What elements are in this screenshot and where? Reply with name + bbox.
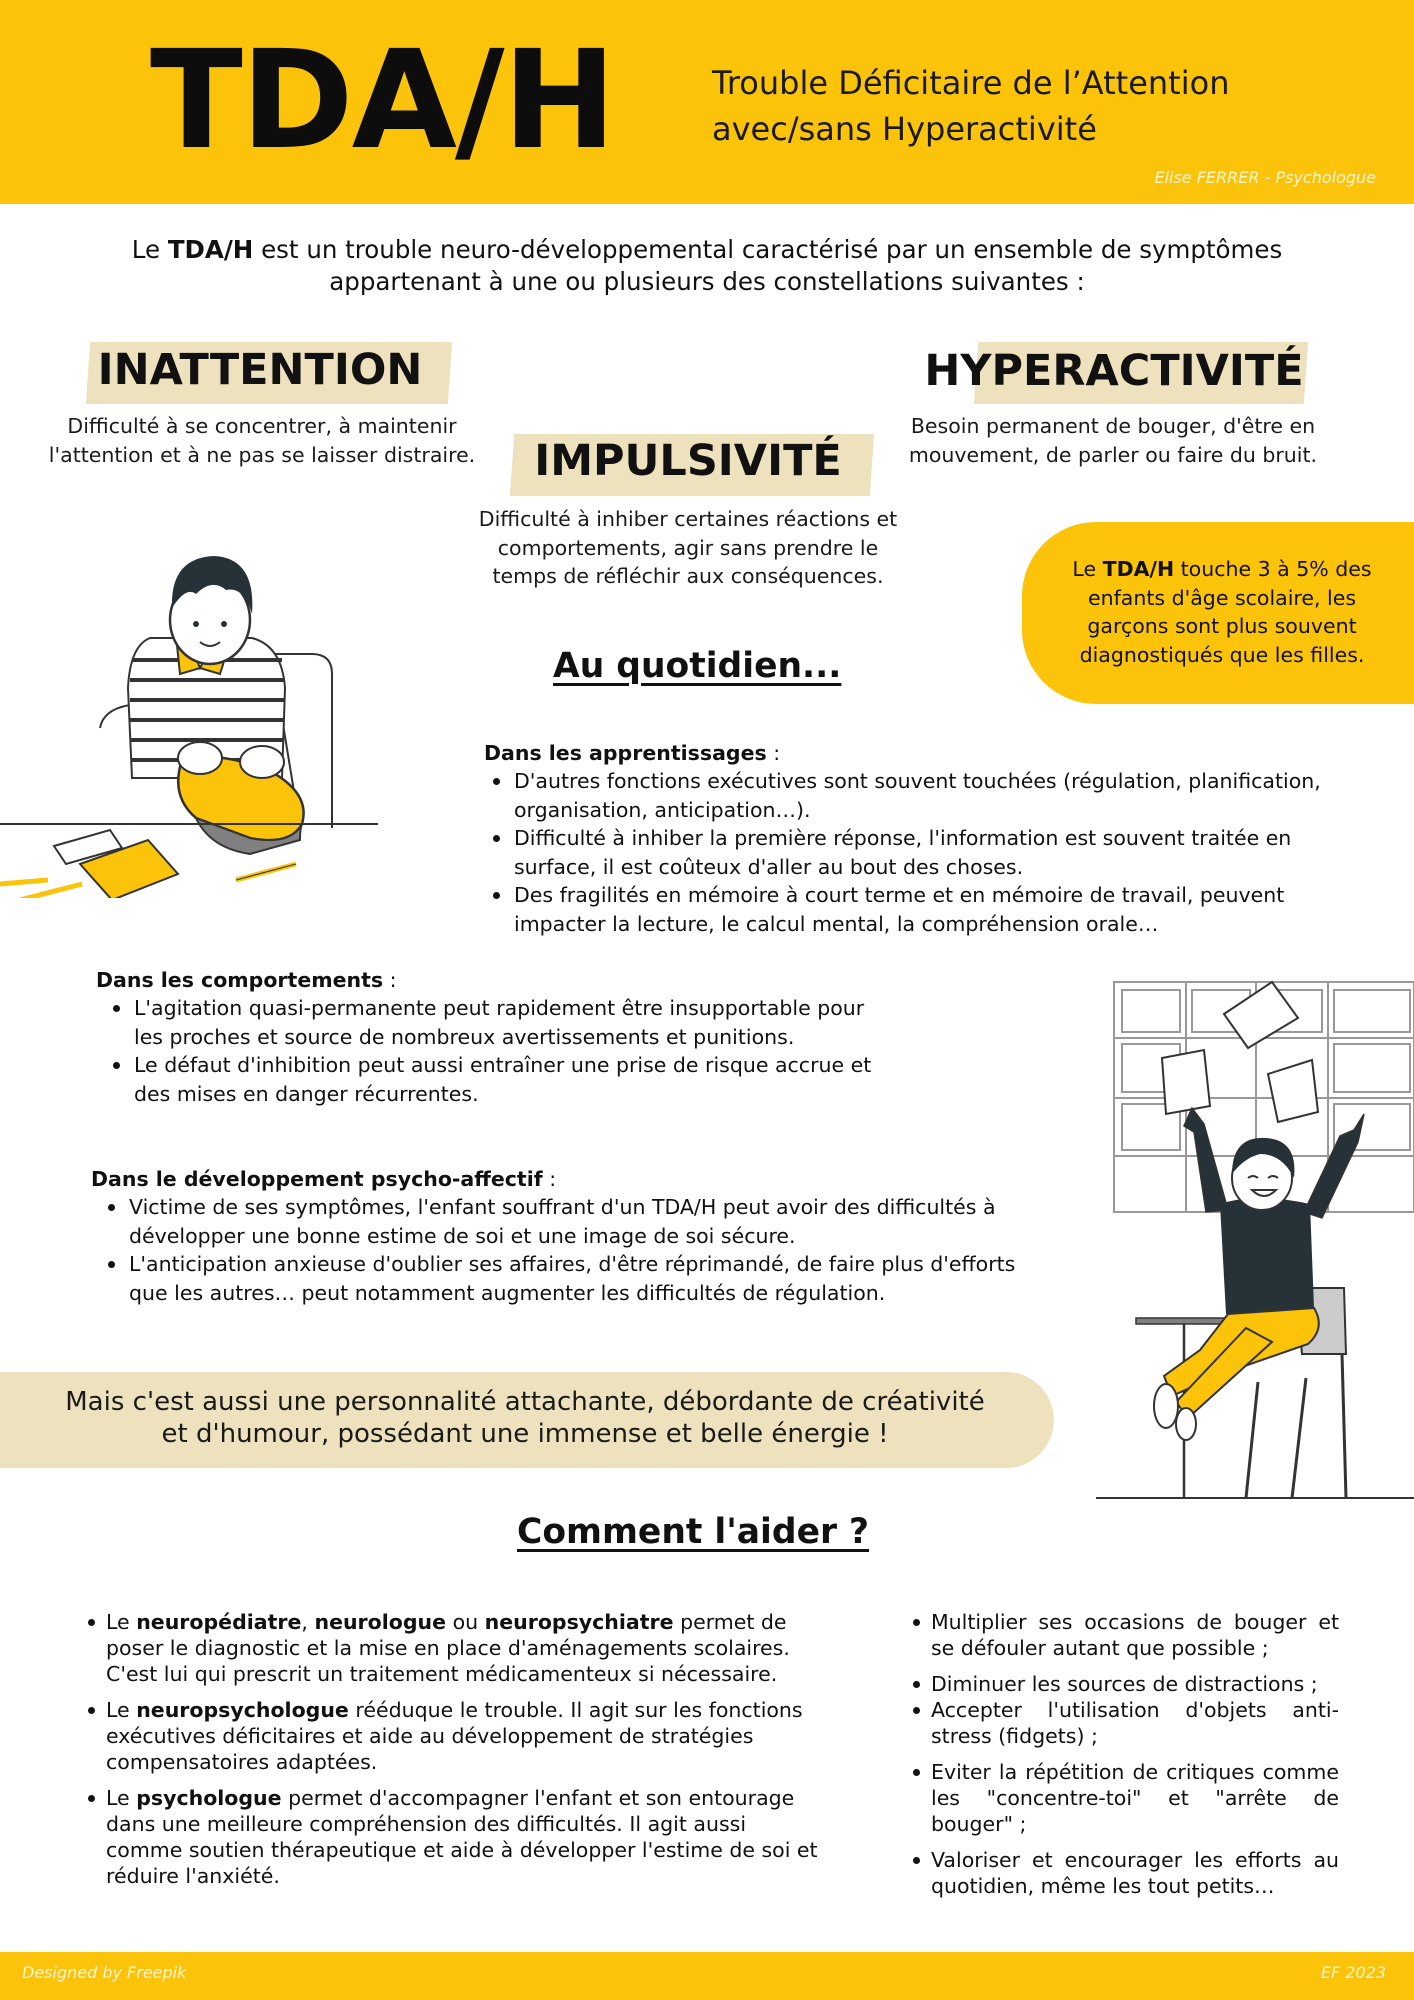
list-item: Victime de ses symptômes, l'enfant souffrant d'un TDA/H peut avoir des difficultés à développer une bonne estime de soi et une image de soi sécure. — [99, 1193, 1021, 1250]
stats-term: TDA/H — [1102, 557, 1175, 581]
stats-callout-text — [1062, 555, 1382, 669]
list-item: D'autres fonctions exécutives sont souvent touchées (régulation, planification, organisation, anticipation…). — [484, 767, 1364, 824]
boy-with-backpack-illustration — [0, 528, 390, 898]
comportements-list — [96, 994, 886, 1108]
list-item: Eviter la répétition de critiques comme les "concentre-toi" et "arrête de bouger" ; — [909, 1759, 1339, 1837]
list-item — [84, 1697, 826, 1775]
bold-term: neuropédiatre — [136, 1610, 302, 1634]
comportements-colon: : — [383, 968, 397, 992]
hyperactivite-title: HYPERACTIVITÉ — [924, 346, 1304, 396]
text-span: permet de poser le diagnostic et la mise en place d'aménagements scolaires. C'est lui qui prescrit un traitement médicamenteux si nécessaire. — [106, 1610, 790, 1686]
apprentissages-title — [484, 739, 1364, 767]
footer-bar — [0, 1952, 1414, 2000]
author-credit: Elise FERRER - Psychologue — [1154, 168, 1376, 187]
comportements-title-text: Dans les comportements — [96, 968, 384, 992]
help-left-column — [84, 1609, 826, 1899]
professionals-list — [84, 1609, 826, 1889]
subtitle — [712, 60, 1229, 152]
list-item — [84, 1785, 826, 1889]
psycho-affectif-title — [91, 1165, 1021, 1193]
help-heading: Comment l'aider ? — [517, 1512, 870, 1552]
list-item: Des fragilités en mémoire à court terme et en mémoire de travail, peuvent impacter la lecture, le calcul mental, la compréhension orale… — [484, 881, 1364, 938]
text-span: permet d'accompagner l'enfant et son entourage dans une meilleure compréhension des difficultés. Il agit aussi comme soutien thérapeutique et aide à développer l'estime de soi et réduire l'anxiété. — [106, 1786, 818, 1888]
text-span: , — [301, 1610, 315, 1634]
intro-rest: est un trouble neuro-développemental caractérisé par un ensemble de symptômes appartenant à une ou plusieurs des constellations suivantes : — [253, 235, 1283, 296]
list-item: Accepter l'utilisation d'objets anti-stress (fidgets) ; — [909, 1697, 1339, 1749]
text-span: Le — [106, 1698, 137, 1722]
inattention-title: INATTENTION — [97, 345, 423, 395]
bold-term: neurologue — [314, 1610, 447, 1634]
psycho-affectif-block — [91, 1165, 1021, 1307]
quote-text: Mais c'est aussi une personnalité attachante, débordante de créativité et d'humour, possédant une immense et belle énergie ! — [65, 1387, 985, 1449]
inattention-description: Difficulté à se concentrer, à maintenir l'attention et à ne pas se laisser distraire. — [48, 414, 476, 467]
list-item: Multiplier ses occasions de bouger et se défouler autant que possible ; — [909, 1609, 1339, 1661]
subtitle-line-2: avec/sans Hyperactivité — [712, 110, 1097, 148]
stats-rest: touche 3 à 5% des enfants d'âge scolaire, les garçons sont plus souvent diagnostiqués que les filles. — [1079, 557, 1372, 667]
hyperactivite-description: Besoin permanent de bouger, d'être en mouvement, de parler ou faire du bruit. — [908, 414, 1318, 467]
apprentissages-title-text: Dans les apprentissages — [484, 741, 767, 765]
text-span: rééduque le trouble. Il agit sur les fonctions exécutives déficitaires et aide au développement de stratégies compensatoires adaptées. — [106, 1698, 803, 1774]
psycho-affectif-colon: : — [542, 1167, 557, 1191]
apprentissages-block — [484, 739, 1364, 938]
bold-term: neuropsychiatre — [484, 1610, 674, 1634]
list-item — [84, 1609, 826, 1687]
list-item: L'anticipation anxieuse d'oublier ses affaires, d'être réprimandé, de faire plus d'efforts que les autres… peut notamment augmenter les difficultés de régulation. — [99, 1250, 1021, 1307]
apprentissages-colon: : — [766, 741, 781, 765]
comportements-title — [96, 966, 886, 994]
text-span: Le — [106, 1786, 137, 1810]
impulsivite-description: Difficulté à inhiber certaines réactions et comportements, agir sans prendre le temps de réfléchir aux conséquences. — [478, 507, 898, 588]
intro-paragraph — [80, 234, 1334, 298]
apprentissages-list — [484, 767, 1364, 938]
text-span: ou — [446, 1610, 485, 1634]
tips-list — [909, 1609, 1339, 1899]
intro-term: TDA/H — [167, 235, 254, 264]
list-item: Difficulté à inhiber la première réponse, l'information est souvent traitée en surface, il est coûteux d'aller au bout des choses. — [484, 824, 1364, 881]
girl-throwing-papers-illustration — [1096, 978, 1414, 1502]
help-right-column — [909, 1609, 1339, 1909]
intro-prefix: Le — [131, 235, 168, 264]
list-item: Valoriser et encourager les efforts au quotidien, même les tout petits… — [909, 1847, 1339, 1899]
bold-term: psychologue — [136, 1786, 282, 1810]
quotidien-heading: Au quotidien... — [553, 646, 842, 686]
footer-credit: Designed by Freepik — [22, 1963, 187, 1982]
list-item: L'agitation quasi-permanente peut rapidement être insupportable pour les proches et source de nombreux avertissements et punitions. — [104, 994, 886, 1051]
list-item: Le défaut d'inhibition peut aussi entraîner une prise de risque accrue et des mises en danger récurrentes. — [104, 1051, 886, 1108]
impulsivite-title: IMPULSIVITÉ — [534, 436, 842, 486]
list-item: Diminuer les sources de distractions ; — [909, 1671, 1339, 1697]
bold-term: neuropsychologue — [136, 1698, 349, 1722]
psycho-affectif-title-text: Dans le développement psycho-affectif — [91, 1167, 543, 1191]
text-span: Le — [106, 1610, 137, 1634]
stats-prefix: Le — [1072, 557, 1103, 581]
comportements-block — [96, 966, 886, 1108]
main-title: TDA/H — [150, 22, 615, 180]
subtitle-line-1: Trouble Déficitaire de l’Attention — [712, 64, 1230, 102]
psycho-affectif-list — [91, 1193, 1021, 1307]
footer-signature: EF 2023 — [1320, 1963, 1386, 1982]
